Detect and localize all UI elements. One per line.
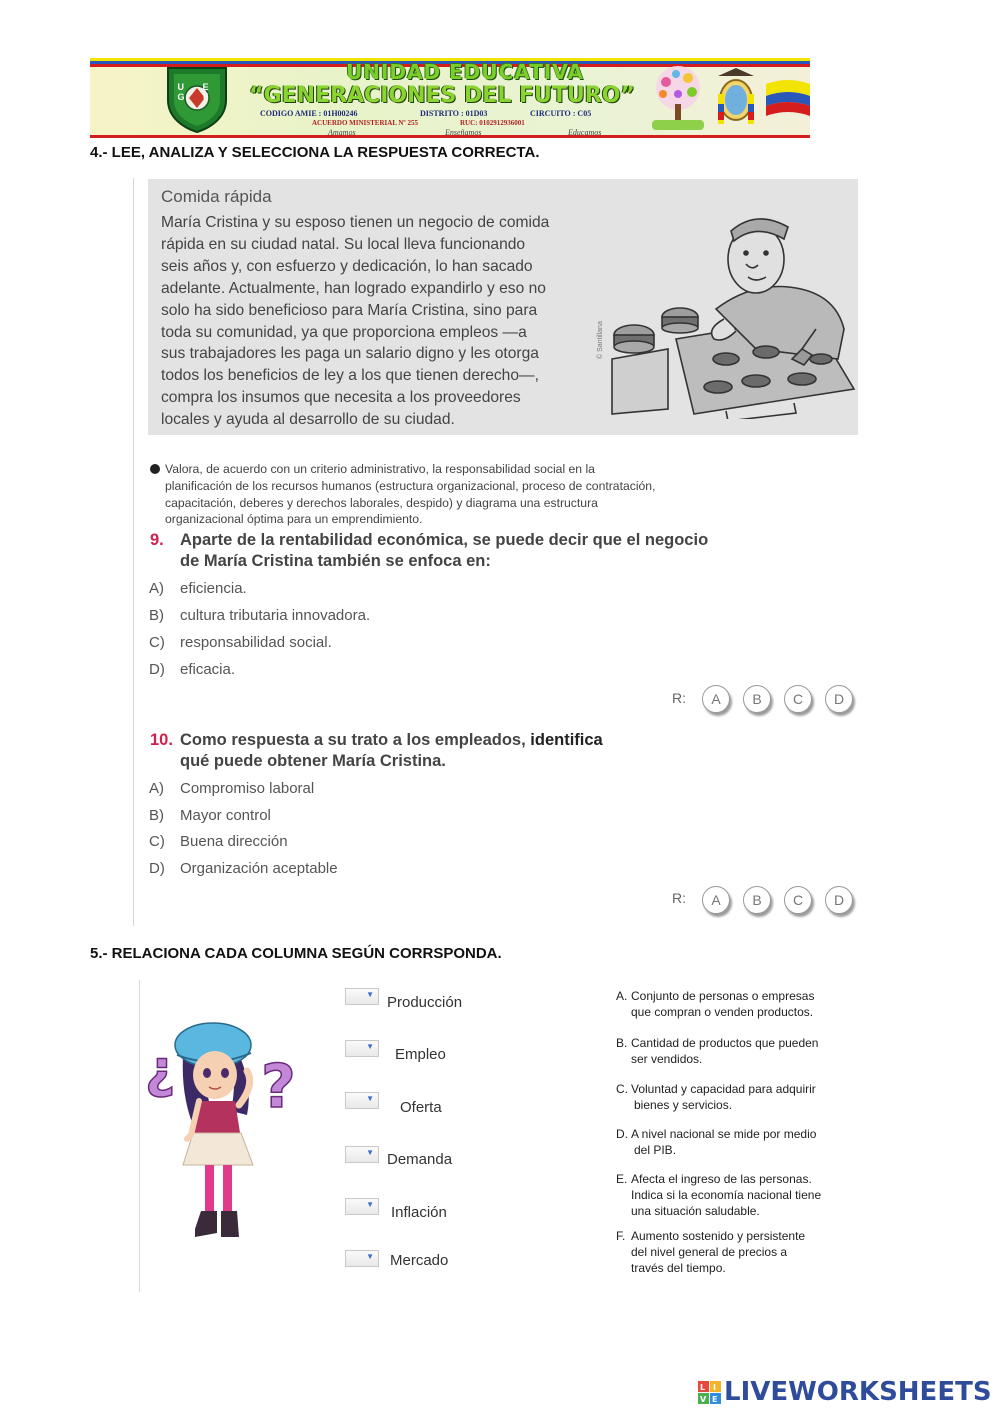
option-text: eficiencia. (180, 580, 247, 597)
criterion-line: planificación de los recursos humanos (estructura organizacional, proceso de contratación, (165, 478, 656, 493)
definition-line: A nivel nacional se mide por medio (631, 1127, 817, 1141)
option-letter: C) (149, 833, 165, 850)
choice-d-circle[interactable]: D (825, 886, 853, 914)
definition-line: ser vendidos. (631, 1052, 703, 1066)
definition-line: Indica si la economía nacional tiene (631, 1188, 822, 1202)
chevron-down-icon: ▼ (366, 1094, 374, 1103)
option-text: Mayor control (180, 807, 271, 824)
liveworksheets-brand: LIVEWORKSHEETS (724, 1377, 992, 1407)
choice-c-circle[interactable]: C (784, 685, 812, 713)
definition-line: Voluntad y capacidad para adquirir (631, 1082, 816, 1096)
reading-line: rápida en su ciudad natal. Su local lleva funcionando (161, 235, 526, 253)
svg-text:?: ? (261, 1052, 296, 1122)
option-letter: B) (149, 807, 164, 824)
option-letter: B) (149, 607, 164, 624)
svg-text:¿: ¿ (145, 1040, 176, 1100)
option-letter: D) (149, 661, 165, 678)
definition-a (616, 988, 866, 1020)
definition-line: través del tiempo. (631, 1261, 726, 1275)
option-letter: D) (149, 860, 165, 877)
answer-label: R: (672, 690, 686, 706)
option-text: cultura tributaria innovadora. (180, 607, 371, 624)
question-line: qué puede obtener María Cristina. (180, 752, 446, 770)
thinking-girl-illustration (143, 1015, 313, 1250)
definition-c (616, 1081, 866, 1113)
choice-b-circle[interactable]: B (743, 685, 771, 713)
chevron-down-icon: ▼ (366, 1148, 374, 1157)
definition-line: Afecta el ingreso de las personas. (631, 1172, 812, 1186)
dropdown-mercado[interactable] (345, 1250, 379, 1267)
section-5-title: 5.- RELACIONA CADA COLUMNA SEGÚN CORRSPONDA. (90, 945, 502, 962)
section-4-title: 4.- LEE, ANALIZA Y SELECCIONA LA RESPUESTA CORRECTA. (90, 144, 540, 161)
choice-a-circle[interactable]: A (702, 685, 730, 713)
option-text: responsabilidad social. (180, 634, 332, 651)
option-letter: C) (149, 634, 165, 651)
circuito: CIRCUITO : C05 (530, 109, 592, 118)
liveworksheets-mark-icon (698, 1381, 722, 1405)
option-text: Organización aceptable (180, 860, 338, 877)
term-oferta: Oferta (400, 1099, 442, 1116)
question-line (180, 730, 603, 751)
criterion-line: organizacional óptima para un emprendimiento. (165, 512, 423, 527)
image-credit: © Santillana (597, 321, 604, 359)
acuerdo-ministerial: ACUERDO MINISTERIAL Nº 255 (312, 119, 418, 127)
dropdown-oferta[interactable] (345, 1092, 379, 1109)
reading-line: solo ha sido beneficioso para María Cristina, sino para (161, 301, 538, 319)
definition-letter: B. (616, 1036, 628, 1050)
choice-a-circle[interactable]: A (702, 886, 730, 914)
svg-text:L: L (700, 1383, 706, 1392)
svg-text:E: E (712, 1395, 718, 1404)
distrito: DISTRITO : 01D03 (420, 109, 488, 118)
definition-line: bienes y servicios. (634, 1098, 733, 1112)
definition-b (616, 1035, 866, 1067)
answer-label: R: (672, 890, 686, 906)
left-rule (139, 980, 140, 1292)
definition-e (616, 1171, 866, 1219)
ruc: RUC: 0102912936001 (460, 119, 525, 127)
question-number: 10. (150, 731, 173, 749)
term-demanda: Demanda (387, 1151, 453, 1168)
option-text: Buena dirección (180, 833, 288, 850)
definition-line: del nivel general de precios a (631, 1245, 788, 1259)
left-rule (133, 178, 134, 926)
reading-line: compra los insumos que necesita a los proveedores (161, 389, 521, 407)
definition-line: Cantidad de productos que pueden (631, 1036, 819, 1050)
cook-illustration (606, 209, 856, 419)
question-keyword: identifica (530, 731, 603, 749)
term-inflacion: Inflación (391, 1204, 447, 1221)
term-produccion: Producción (387, 994, 463, 1011)
definition-line: Aumento sostenido y persistente (631, 1229, 806, 1243)
definition-line: que compran o venden productos. (631, 1005, 814, 1019)
bullet-icon (150, 464, 160, 474)
reading-box (148, 179, 858, 435)
reading-line: seis años y, con esfuerzo y dedicación, lo han sacado (161, 257, 533, 275)
dropdown-produccion[interactable] (345, 988, 379, 1005)
term-mercado: Mercado (390, 1252, 449, 1269)
chevron-down-icon: ▼ (366, 1252, 374, 1261)
coat-of-arms-icon (710, 66, 762, 132)
definition-line: una situación saludable. (631, 1204, 760, 1218)
svg-text:V: V (700, 1395, 707, 1404)
chevron-down-icon: ▼ (366, 990, 374, 999)
school-title-line1: UNIDAD EDUCATIVA (346, 60, 584, 84)
reading-line: toda su comunidad, ya que proporciona empleos —a (161, 323, 527, 341)
definition-letter: A. (616, 989, 628, 1003)
reading-line: sus trabajadores les paga un salario digno y les otorga (161, 345, 539, 363)
logo-initials: U E G F (177, 82, 217, 102)
definition-letter: E. (616, 1172, 628, 1186)
dropdown-inflacion[interactable] (345, 1198, 379, 1215)
motto-2: Enseñamos (445, 128, 482, 137)
reading-line: adelante. Actualmente, han logrado expandirlo y eso no (161, 279, 546, 297)
definition-line: Conjunto de personas o empresas (631, 989, 815, 1003)
codigo-amie: CODIGO AMIE : 01H00246 (260, 109, 358, 118)
chevron-down-icon: ▼ (366, 1042, 374, 1051)
question-line-part: Como respuesta a su trato a los empleados, (180, 731, 531, 749)
reading-line: locales y ayuda al desarrollo de su ciudad. (161, 411, 455, 429)
question-line: Aparte de la rentabilidad económica, se puede decir que el negocio (180, 531, 709, 549)
motto-1: Amamos (328, 128, 356, 137)
chevron-down-icon: ▼ (366, 1200, 374, 1209)
option-text: Compromiso laboral (180, 780, 315, 797)
choice-c-circle[interactable]: C (784, 886, 812, 914)
definition-f (616, 1228, 866, 1276)
reading-title: Comida rápida (161, 187, 272, 206)
school-title-line2: “GENERACIONES DEL FUTURO” (249, 83, 635, 108)
question-10 (150, 730, 810, 772)
school-header-banner (90, 58, 810, 138)
definition-letter: F. (616, 1229, 626, 1243)
question-line: de María Cristina también se enfoca en: (180, 552, 491, 570)
term-empleo: Empleo (395, 1046, 446, 1063)
criterion-line: capacitación, deberes y derechos laborales, despido) y diagrama una estructura (165, 495, 598, 510)
dropdown-empleo[interactable] (345, 1040, 379, 1057)
choice-d-circle[interactable]: D (825, 685, 853, 713)
definition-letter: C. (616, 1082, 628, 1096)
flag-icon (766, 76, 810, 124)
definition-letter: D. (616, 1127, 628, 1141)
option-letter: A) (149, 580, 164, 597)
definition-line: del PIB. (634, 1143, 677, 1157)
criterion-line: Valora, de acuerdo con un criterio administrativo, la responsabilidad social en la (165, 462, 595, 476)
reading-line: todos los beneficios de ley a los que tienen derecho—, (161, 367, 539, 385)
reading-line: María Cristina y su esposo tienen un negocio de comida (161, 214, 550, 231)
dropdown-demanda[interactable] (345, 1146, 379, 1163)
criterion-text (165, 461, 785, 528)
option-letter: A) (149, 780, 164, 797)
reading-text (161, 212, 611, 431)
motto-3: Educamos (568, 128, 602, 137)
svg-text:I: I (713, 1383, 716, 1392)
tree-children-icon (648, 64, 708, 132)
question-9 (150, 530, 810, 572)
question-number: 9. (150, 531, 164, 549)
definition-d (616, 1126, 866, 1158)
option-text: eficacia. (180, 661, 236, 678)
choice-b-circle[interactable]: B (743, 886, 771, 914)
